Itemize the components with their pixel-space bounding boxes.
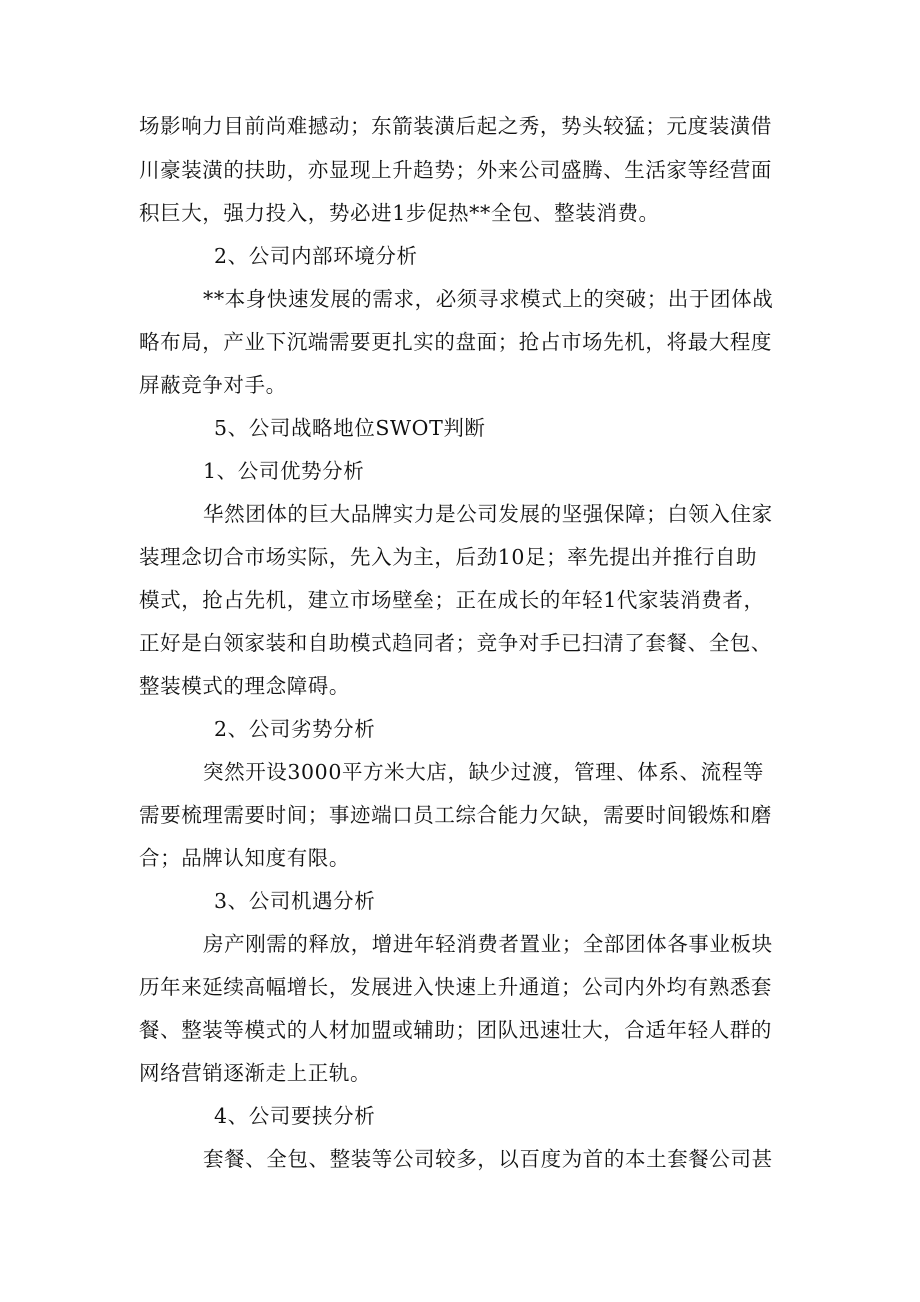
text-line: 川豪装潢的扶助，亦显现上升趋势；外来公司盛腾、生活家等经营面: [139, 158, 772, 182]
section-heading: 1、公司优势分析: [203, 459, 365, 483]
text-line: 装理念切合市场实际，先入为主，后劲10足；率先提出并推行自助: [139, 545, 758, 569]
text-line: 合；品牌认知度有限。: [139, 846, 350, 870]
section-heading: 3、公司机遇分析: [214, 889, 376, 913]
section-heading: 2、公司劣势分析: [214, 717, 376, 741]
text-line: 场影响力目前尚难撼动；东箭装潢后起之秀，势头较猛；元度装潢借: [139, 114, 772, 138]
section-heading: 4、公司要挟分析: [214, 1104, 376, 1128]
section-heading: 2、公司内部环境分析: [214, 244, 418, 268]
text-line: 模式，抢占先机，建立市场壁垒；正在成长的年轻1代家装消费者，: [139, 588, 765, 612]
text-line: 历年来延续高幅增长，发展进入快速上升通道；公司内外均有熟悉套: [139, 975, 772, 999]
text-line: 正好是白领家装和自助模式趋同者；竞争对手已扫清了套餐、全包、: [139, 631, 772, 655]
paragraph-first-line: 房产刚需的释放，增进年轻消费者置业；全部团体各事业板块: [203, 932, 773, 956]
text-line: 整装模式的理念障碍。: [139, 674, 350, 698]
paragraph-first-line: 突然开设3000平方米大店，缺少过渡，管理、体系、流程等: [203, 760, 764, 784]
section-heading: 5、公司战略地位SWOT判断: [214, 416, 486, 440]
paragraph-first-line: **本身快速发展的需求，必须寻求模式上的突破；出于团体战: [203, 287, 774, 311]
text-line: 积巨大，强力投入，势必进1步促热**全包、整装消费。: [139, 201, 660, 225]
text-line: 网络营销逐渐走上正轨。: [139, 1061, 372, 1085]
text-line: 略布局，产业下沉端需要更扎实的盘面；抢占市场先机，将最大程度: [139, 330, 772, 354]
text-line: 餐、整装等模式的人材加盟或辅助；团队迅速壮大，合适年轻人群的: [139, 1018, 772, 1042]
text-line: 屏蔽竞争对手。: [139, 373, 287, 397]
paragraph-first-line: 套餐、全包、整装等公司较多，以百度为首的本土套餐公司甚: [203, 1147, 773, 1171]
paragraph-first-line: 华然团体的巨大品牌实力是公司发展的坚强保障；白领入住家: [203, 502, 773, 526]
text-line: 需要梳理需要时间；事迹端口员工综合能力欠缺，需要时间锻炼和磨: [139, 803, 772, 827]
